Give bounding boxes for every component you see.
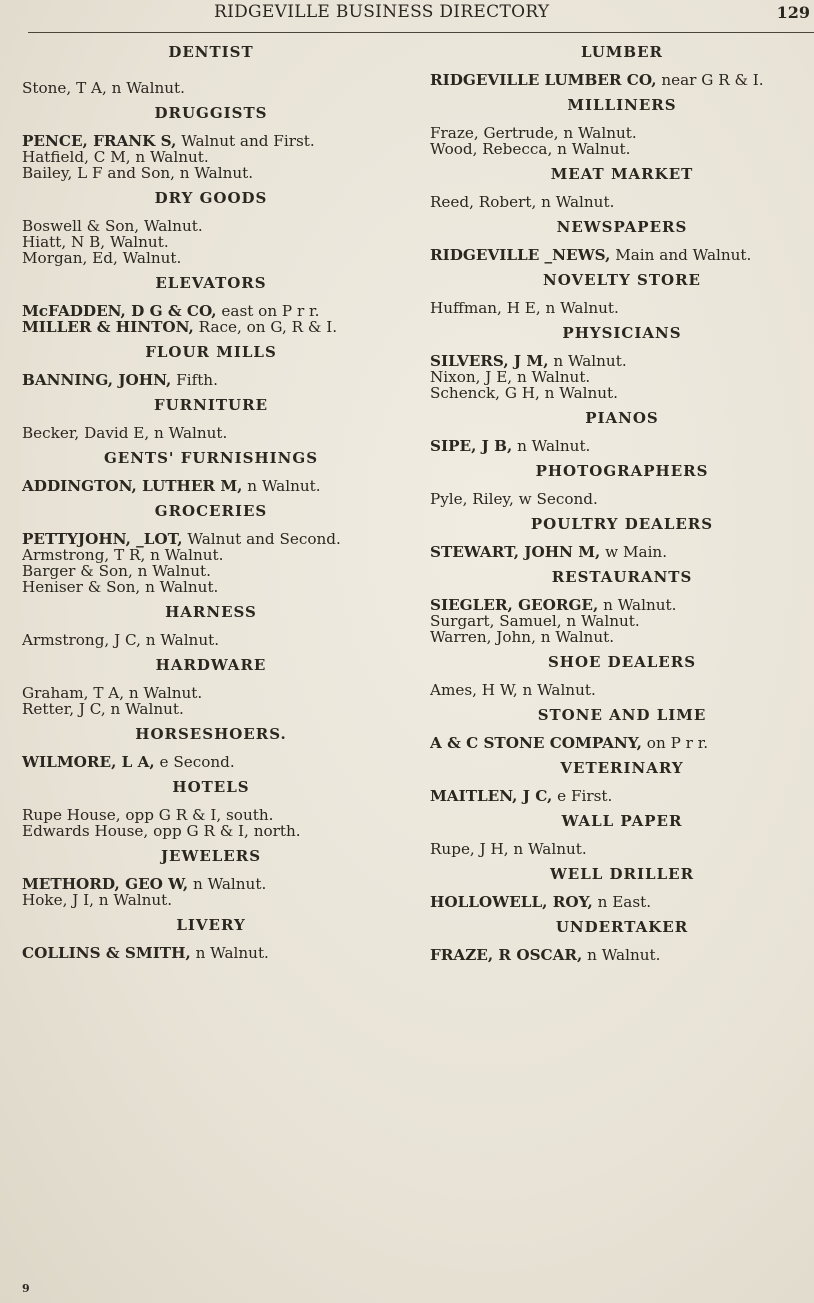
directory-entry (22, 685, 400, 701)
directory-entry (22, 478, 400, 494)
section-heading: ELEVATORS (155, 274, 267, 292)
directory-entry (22, 218, 400, 234)
directory-section (430, 760, 814, 804)
directory-section (22, 503, 400, 595)
section-heading: NOVELTY STORE (543, 271, 701, 289)
entry-name: Boswell & Son, Walnut. (22, 217, 203, 235)
directory-entry (430, 141, 814, 157)
section-heading: MEAT MARKET (550, 165, 694, 183)
entry-name: Stone, T A, n Walnut. (22, 79, 185, 97)
directory-entry (430, 841, 814, 857)
directory-entry (22, 303, 400, 319)
entry-name: METHORD, GEO W, (22, 875, 189, 893)
running-title: RIDGEVILLE BUSINESS DIRECTORY (214, 2, 550, 22)
directory-section (430, 569, 814, 645)
entry-name: Wood, Rebecca, n Walnut. (430, 140, 631, 158)
entry-name: STEWART, JOHN M, (430, 543, 601, 561)
entry-name: SIEGLER, GEORGE, (430, 596, 599, 614)
directory-entry (430, 385, 814, 401)
entry-address: Main and Walnut. (610, 246, 752, 264)
entry-address: east on P r r. (216, 302, 320, 320)
section-heading: PHYSICIANS (562, 324, 682, 342)
directory-entry (22, 531, 400, 547)
entry-name: Schenck, G H, n Walnut. (430, 384, 618, 402)
section-heading: LUMBER (581, 43, 663, 61)
directory-entry (430, 72, 814, 88)
directory-entry (22, 425, 400, 441)
directory-entry (22, 319, 400, 335)
directory-section (430, 97, 814, 157)
entry-address: e Second. (154, 753, 235, 771)
directory-section (430, 44, 814, 88)
section-heading: HARDWARE (155, 656, 267, 674)
entry-name: Pyle, Riley, w Second. (430, 490, 598, 508)
directory-entry (430, 194, 814, 210)
entry-name: SIPE, J B, (430, 437, 513, 455)
directory-section (430, 516, 814, 560)
directory-entry (22, 80, 400, 96)
section-heading: WELL DRILLER (549, 865, 695, 883)
directory-entry (22, 579, 400, 595)
entry-name: Heniser & Son, n Walnut. (22, 578, 219, 596)
entry-address: Race, on G, R & I. (193, 318, 338, 336)
directory-entry (430, 369, 814, 385)
entry-name: Hatfield, C M, n Walnut. (22, 148, 209, 166)
entry-name: Ames, H W, n Walnut. (430, 681, 596, 699)
entry-name: A & C STONE COMPANY, (430, 734, 642, 752)
directory-section (430, 325, 814, 401)
entry-address: n Walnut. (190, 944, 269, 962)
signature-mark: 9 (22, 1282, 30, 1295)
directory-entry (22, 250, 400, 266)
directory-section (430, 463, 814, 507)
section-heading: UNDERTAKER (555, 918, 689, 936)
directory-entry (22, 701, 400, 717)
directory-entry (430, 597, 814, 613)
entry-name: FRAZE, R OSCAR, (430, 946, 583, 964)
section-heading: STONE AND LIME (537, 706, 707, 724)
directory-section (430, 272, 814, 316)
directory-entry (22, 149, 400, 165)
entry-name: Hiatt, N B, Walnut. (22, 233, 169, 251)
directory-entry (430, 629, 814, 645)
section-heading: HOTELS (172, 778, 250, 796)
directory-section (22, 105, 400, 181)
directory-section (22, 397, 400, 441)
directory-entry (430, 894, 814, 910)
entry-address: Walnut and Second. (182, 530, 341, 548)
entry-name: Fraze, Gertrude, n Walnut. (430, 124, 637, 142)
entry-name: Reed, Robert, n Walnut. (430, 193, 615, 211)
directory-entry (22, 563, 400, 579)
directory-section (22, 917, 400, 961)
section-heading: GROCERIES (154, 502, 268, 520)
running-head (0, 0, 814, 30)
right-column (430, 44, 814, 972)
directory-entry (22, 892, 400, 908)
section-heading: POULTRY DEALERS (530, 515, 714, 533)
directory-entry (430, 247, 814, 263)
directory-entry (22, 133, 400, 149)
directory-section (430, 813, 814, 857)
entry-name: Warren, John, n Walnut. (430, 628, 615, 646)
directory-entry (22, 823, 400, 839)
entry-name: COLLINS & SMITH, (22, 944, 191, 962)
entry-name: Edwards House, opp G R & I, north. (22, 822, 301, 840)
entry-address: near G R & I. (656, 71, 764, 89)
entry-name: Barger & Son, n Walnut. (22, 562, 211, 580)
section-heading: PHOTOGRAPHERS (535, 462, 709, 480)
entry-name: HOLLOWELL, ROY, (430, 893, 593, 911)
section-heading: JEWELERS (160, 847, 262, 865)
directory-section (22, 190, 400, 266)
directory-entry (22, 165, 400, 181)
directory-section (430, 654, 814, 698)
directory-section (430, 166, 814, 210)
directory-entry (22, 754, 400, 770)
directory-section (22, 779, 400, 839)
entry-name: Morgan, Ed, Walnut. (22, 249, 182, 267)
entry-name: Rupe House, opp G R & I, south. (22, 806, 274, 824)
directory-section (430, 866, 814, 910)
entry-name: Retter, J C, n Walnut. (22, 700, 184, 718)
entry-name: Nixon, J E, n Walnut. (430, 368, 591, 386)
directory-entry (430, 682, 814, 698)
entry-name: Hoke, J I, n Walnut. (22, 891, 173, 909)
directory-entry (22, 876, 400, 892)
directory-entry (22, 945, 400, 961)
directory-section (22, 450, 400, 494)
section-heading: FLOUR MILLS (145, 343, 277, 361)
directory-entry (22, 807, 400, 823)
entry-name: Graham, T A, n Walnut. (22, 684, 203, 702)
section-heading: RESTAURANTS (551, 568, 693, 586)
entry-name: Rupe, J H, n Walnut. (430, 840, 587, 858)
section-heading: DENTIST (168, 43, 254, 61)
directory-entry (22, 234, 400, 250)
section-heading: FURNITURE (153, 396, 269, 414)
entry-address: n Walnut. (582, 946, 661, 964)
entry-name: RIDGEVILLE LUMBER CO, (430, 71, 657, 89)
section-heading: NEWSPAPERS (556, 218, 688, 236)
section-heading: LIVERY (176, 916, 246, 934)
entry-name: MILLER & HINTON, (22, 318, 194, 336)
directory-section (430, 410, 814, 454)
directory-entry (430, 735, 814, 751)
entry-name: Bailey, L F and Son, n Walnut. (22, 164, 254, 182)
directory-section (22, 604, 400, 648)
entry-name: MAITLEN, J C, (430, 787, 553, 805)
directory-entry (22, 372, 400, 388)
directory-section (22, 44, 400, 96)
entry-name: Armstrong, J C, n Walnut. (22, 631, 220, 649)
section-heading: HARNESS (165, 603, 257, 621)
directory-entry (430, 300, 814, 316)
header-rule (28, 32, 814, 33)
directory-section (430, 707, 814, 751)
directory-section (22, 344, 400, 388)
entry-name: SILVERS, J M, (430, 352, 549, 370)
entry-name: McFADDEN, D G & CO, (22, 302, 217, 320)
section-heading: VETERINARY (560, 759, 684, 777)
entry-name: PENCE, FRANK S, (22, 132, 177, 150)
directory-entry (430, 947, 814, 963)
entry-address: n Walnut. (598, 596, 677, 614)
section-heading: HORSESHOERS. (135, 725, 287, 743)
directory-entry (430, 125, 814, 141)
entry-name: Becker, David E, n Walnut. (22, 424, 228, 442)
directory-section (430, 919, 814, 963)
directory-entry (22, 547, 400, 563)
directory-entry (22, 632, 400, 648)
directory-entry (430, 438, 814, 454)
entry-address: n Walnut. (242, 477, 321, 495)
section-heading: GENTS' FURNISHINGS (103, 449, 319, 467)
section-heading: MILLINERS (567, 96, 677, 114)
section-heading: PIANOS (585, 409, 659, 427)
directory-entry (430, 788, 814, 804)
directory-entry (430, 491, 814, 507)
entry-address: e First. (552, 787, 613, 805)
entry-address: on P r r. (641, 734, 709, 752)
entry-name: WILMORE, L A, (22, 753, 155, 771)
directory-entry (430, 613, 814, 629)
page-number: 129 (776, 3, 810, 22)
entry-name: Surgart, Samuel, n Walnut. (430, 612, 640, 630)
entry-address: n Walnut. (188, 875, 267, 893)
directory-section (430, 219, 814, 263)
section-heading: DRY GOODS (154, 189, 268, 207)
entry-name: Huffman, H E, n Walnut. (430, 299, 619, 317)
entry-address: n East. (592, 893, 652, 911)
directory-section (22, 726, 400, 770)
entry-address: n Walnut. (548, 352, 627, 370)
entry-address: w Main. (600, 543, 668, 561)
entry-name: PETTYJOHN, _LOT, (22, 530, 183, 548)
entry-name: ADDINGTON, LUTHER M, (22, 477, 243, 495)
directory-section (22, 848, 400, 908)
directory-entry (430, 544, 814, 560)
entry-name: Armstrong, T R, n Walnut. (22, 546, 224, 564)
entry-name: RIDGEVILLE _NEWS, (430, 246, 611, 264)
entry-address: Fifth. (171, 371, 218, 389)
section-heading: DRUGGISTS (154, 104, 268, 122)
entry-address: n Walnut. (512, 437, 591, 455)
directory-section (22, 657, 400, 717)
left-column (22, 44, 400, 970)
entry-name: BANNING, JOHN, (22, 371, 172, 389)
directory-entry (430, 353, 814, 369)
section-heading: SHOE DEALERS (547, 653, 697, 671)
section-heading: WALL PAPER (561, 812, 683, 830)
entry-address: Walnut and First. (176, 132, 315, 150)
directory-section (22, 275, 400, 335)
